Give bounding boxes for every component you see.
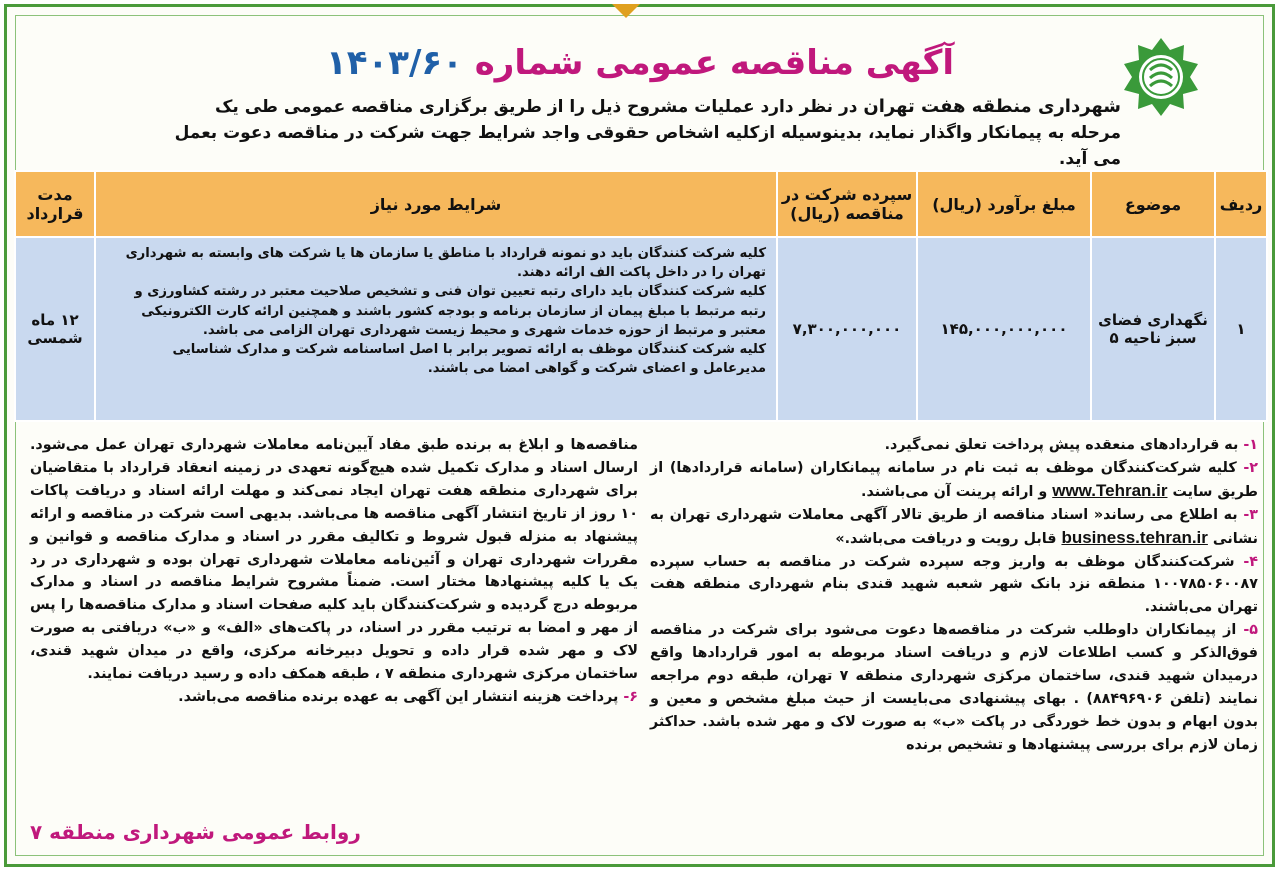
cell-deposit: ۷,۳۰۰,۰۰۰,۰۰۰: [777, 237, 917, 421]
title-text: آگهی مناقصه عمومی شماره: [474, 43, 955, 83]
requirement-item: کلیه شرکت کنندگان موظف به ارائه تصویر برابر با اصل اساسنامه شرکت و مدارک شناسایی مدیرعامل و اعضای شرکت و گواهی امضا می باشند.: [172, 342, 766, 377]
clause-4: ۴- شرکت‌کنندگان موظف به واریز وجه سپرده شرکت در مناقصه به حساب سپرده ۱۰۰۷۸۵۰۶۰۰۸۷ منطقه نزد بانک شهر شعبه شهید قندی بنام شهرداری منطقه هفت تهران می‌باشند.: [650, 553, 1258, 616]
cell-duration: ۱۲ ماه شمسی: [15, 237, 95, 421]
body-columns: [16, 434, 1266, 834]
business-site-link[interactable]: business.tehran.ir: [1061, 527, 1208, 547]
page-title: [300, 40, 980, 86]
tehran-site-link[interactable]: www.Tehran.ir: [1052, 480, 1168, 500]
clause-5: ۵- از پیمانکاران داوطلب شرکت در مناقصه‌ها دعوت می‌شود برای شرکت در مناقصه فوق‌الذکر و کسب اطلاعات لازم و دریافت اسناد مربوطه به امور قراردادها واقع درمیدان شهید قندی، ساختمان مرکزی شهرداری منطقه ۷ تهران، طبقه دوم مراجعه نمایند (تلفن ۸۸۴۹۶۹۰۶) . بهای پیشنهادی می‌بایست از حیث مبلغ مشخص و معین و بدون ابهام و بدون خط خوردگی در پاکت «ب» به صورت لاک و مهر شده باشد. حداکثر زمان لازم برای بررسی پیشنهادها و تشخیص برنده: [650, 622, 1258, 753]
tehran-municipality-logo-icon: [1120, 36, 1202, 118]
header-deposit: سپرده شرکت در مناقصه (ریال): [777, 171, 917, 237]
header-duration: مدت قرارداد: [15, 171, 95, 237]
tender-number: ۱۴۰۳/۶۰: [325, 43, 463, 83]
intro-paragraph: [161, 94, 1121, 172]
cell-requirements: [95, 237, 777, 421]
body-column-left: [30, 434, 638, 709]
footer-signature: روابط عمومی شهرداری منطقه ۷: [30, 820, 361, 844]
cell-estimate: ۱۴۵,۰۰۰,۰۰۰,۰۰۰: [917, 237, 1091, 421]
frame-notch-decoration: [612, 4, 640, 18]
clause-2: ۲- کلیه شرکت‌کنندگان موظف به ثبت نام در سامانه پیمانکاران (سامانه قراردادها) از طریق سایت www.Tehran.ir و ارائه پرینت آن می‌باشند.: [650, 459, 1259, 500]
header-subject: موضوع: [1091, 171, 1215, 237]
cell-subject: نگهداری فضای سبز ناحیه ۵: [1091, 237, 1215, 421]
header-row-number: ردیف: [1215, 171, 1267, 237]
table-header-row: [15, 171, 1267, 237]
intro-lead: شهرداری منطقه هفت تهران: [863, 96, 1121, 117]
tender-table: [14, 170, 1268, 422]
clause-3: ۳- به اطلاع می رساند« اسناد مناقصه از طریق تالار آگهی معاملات شهرداری تهران به نشانی business.tehran.ir قابل رویت و دریافت می‌باشد.»: [650, 506, 1258, 547]
clause-6: ۶- پرداخت هزینه انتشار این آگهی به عهده برنده مناقصه می‌باشد.: [178, 688, 638, 705]
table-row: [15, 237, 1267, 421]
header-estimate: مبلغ برآورد (ریال): [917, 171, 1091, 237]
header-requirements: شرایط مورد نیاز: [95, 171, 777, 237]
requirement-item: کلیه شرکت کنندگان باید دارای رتبه تعیین توان فنی و تشخیص صلاحیت معتبر در رشته کشاورزی و رتبه مرتبط با مبلغ پیمان از سازمان برنامه و بودجه کشور باشند و همچنین ارائه کارت الکترونیکی معتبر و مرتبط از حوزه خدمات شهری و محیط زیست شهرداری تهران الزامی می باشد.: [134, 284, 766, 338]
requirement-item: کلیه شرکت کنندگان باید دو نمونه قرارداد با مناطق یا سازمان ها یا شرکت های وابسته به شهرداری تهران را در داخل پاکت الف ارائه دهند.: [125, 246, 766, 281]
body-column-right: [650, 434, 1258, 757]
cell-row-number: ۱: [1215, 237, 1267, 421]
clause-5-continued: مناقصه‌ها و ابلاغ به برنده طبق مفاد آیین‌نامه معاملات شهرداری تهران عمل می‌شود. ارسال اسناد و مدارک تکمیل شده هیچ‌گونه تعهدی در زمینه انعقاد قرارداد با متقاضیان برای شهرداری منطقه هفت تهران ایجاد نمی‌کند و مهلت ارائه اسناد و دریافت پاکات ۱۰ روز از تاریخ انتشار آگهی مناقصه ها می‌باشد. بدیهی است شرکت در مناقصه و ارائه پیشنهاد به منزله قبول شروط و تکالیف مقرر در اسناد و مدارک مناقصه و قوانین و مقررات شهرداری تهران و آئین‌نامه معاملات شهرداری تهران بوده و شهرداری در رد یک یا کلیه پیشنهادها مختار است. ضمناً مشروح شرایط مناقصه در اسناد و مدارک مربوطه درج گردیده و شرکت‌کنندگان باید کلیه صفحات اسناد و مدارک مناقصه‌ها را پس از مهر و امضا به ترتیب مقرر در اسناد، در پاکت‌های «الف» و «ب» دریافتی به صورت لاک و مهر شده قرار داده و تحویل دبیرخانه مرکزی، واقع در میدان شهید قندی، ساختمان مرکزی شهرداری منطقه ۷ ، طبقه همکف داده و رسید دریافت نمایند.: [30, 437, 638, 683]
intro-rest: در نظر دارد عملیات مشروح ذیل را از طریق برگزاری مناقصه عمومی طی یک مرحله به پیمانکار واگذار نماید، بدینوسیله ازکلیه اشخاص حقوقی واجد شرایط جهت شرکت در مناقصه دعوت بعمل می آید.: [174, 97, 1121, 169]
clause-1: ۱- به قراردادهای منعقده پیش پرداخت تعلق نمی‌گیرد.: [884, 437, 1258, 453]
